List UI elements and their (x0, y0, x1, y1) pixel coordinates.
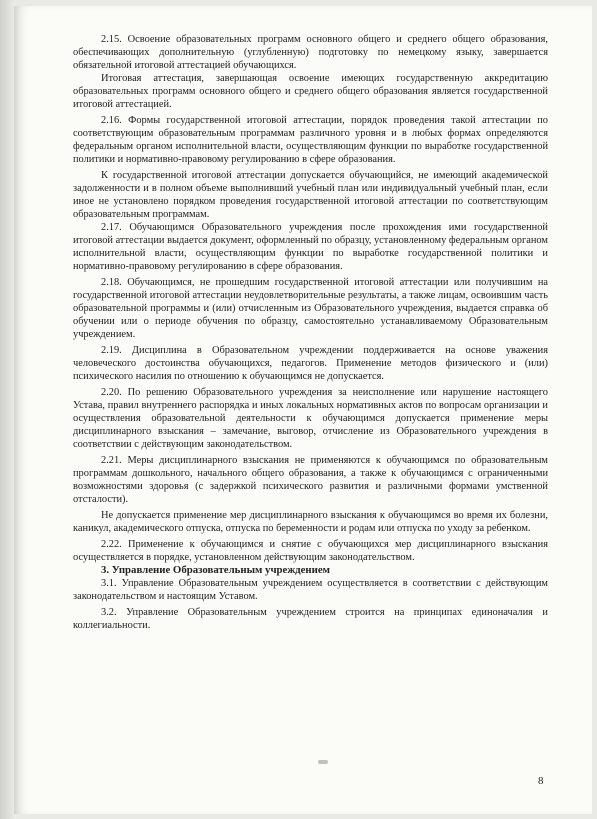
paragraph-3-1: 3.1. Управление Образовательным учреждением осуществляется в соответствии с действующим законодательством и настоящим Уставом. (73, 578, 548, 602)
paragraph-2-22: 2.22. Применение к обучающимся и снятие с обучающихся мер дисциплинарного взыскания осуществляется в порядке, установленном действующим законодательством. (73, 539, 548, 563)
page-number: 8 (538, 775, 544, 787)
paragraph-2-18: 2.18. Обучающимся, не прошедшим государственной итоговой аттестации или получившим на государственной итоговой аттестации неудовлетворительные результаты, а также лицам, освоившим часть образовательной программы и (или) отчисленным из Образовательного учреждения, выдается справка об обучении или о периоде обучения по образцу, самостоятельно устанавливаемому Образовательным учреждением. (73, 277, 548, 340)
paragraph-2-20: 2.20. По решению Образовательного учреждения за неисполнение или нарушение настоящего Устава, правил внутреннего распорядка и иных локальных нормативных актов по вопросам организации и осуществления образовательной деятельности к обучающимся допускается применение меры дисциплинарного взыскания – замечание, выговор, отчисление из Образовательного учреждения в соответствии с действующим законодательством. (73, 387, 548, 450)
paragraph-admission: К государственной итоговой аттестации допускается обучающийся, не имеющий академической задолженности и в полном объеме выполнивший учебный план или индивидуальный учебный план, если иное не установлено порядком проведения государственной итоговой аттестации по соответствующим образовательным программам. (73, 170, 548, 220)
paragraph-2-16: 2.16. Формы государственной итоговой аттестации, порядок проведения такой аттестации по соответствующим образовательным программам различного уровня и в любых формах определяются федеральным органом исполнительной власти, осуществляющим функции по выработке государственной политики и нормативно-правовому регулированию в сфере образования. (73, 115, 548, 165)
scan-mark (318, 760, 328, 764)
section-heading: 3. Управление Образовательным учреждением (101, 564, 331, 576)
paragraph-2-21: 2.21. Меры дисциплинарного взыскания не применяются к обучающимся по образовательным программам дошкольного, начального общего образования, а также к обучающимся с ограниченными возможностями здоровья (с задержкой психического развития и различными формами умственной отсталости). (73, 455, 548, 505)
document-body (73, 33, 548, 632)
paragraph-final-attestation: Итоговая аттестация, завершающая освоение имеющих государственную аккредитацию образовательных программ основного общего и среднего общего образования является государственной итоговой аттестацией. (73, 73, 548, 110)
paragraph-no-penalty: Не допускается применение мер дисциплинарного взыскания к обучающимся во время их болезни, каникул, академического отпуска, отпуска по беременности и родам или отпуска по уходу за ребенком. (73, 510, 548, 534)
paragraph-2-17: 2.17. Обучающимся Образовательного учреждения после прохождения ими государственной итоговой аттестации выдается документ, оформленный по образцу, установленному федеральным органом исполнительной власти, осуществляющим функции по выработке государственной политики и нормативно-правовому регулированию в сфере образования. (73, 222, 548, 272)
paragraph-3-2: 3.2. Управление Образовательным учреждением строится на принципах единоначалия и коллегиальности. (73, 607, 548, 631)
paragraph-2-15: 2.15. Освоение образовательных программ основного общего и среднего общего образования, обеспечивающих дополнительную (углубленную) подготовку по немецкому языку, завершается обязательной итоговой аттестацией обучающихся. (73, 34, 548, 71)
paragraph-2-19: 2.19. Дисциплина в Образовательном учреждении поддерживается на основе уважения человеческого достоинства обучающихся, педагогов. Применение методов физического и (или) психического насилия по отношению к обучающимся не допускается. (73, 345, 548, 382)
